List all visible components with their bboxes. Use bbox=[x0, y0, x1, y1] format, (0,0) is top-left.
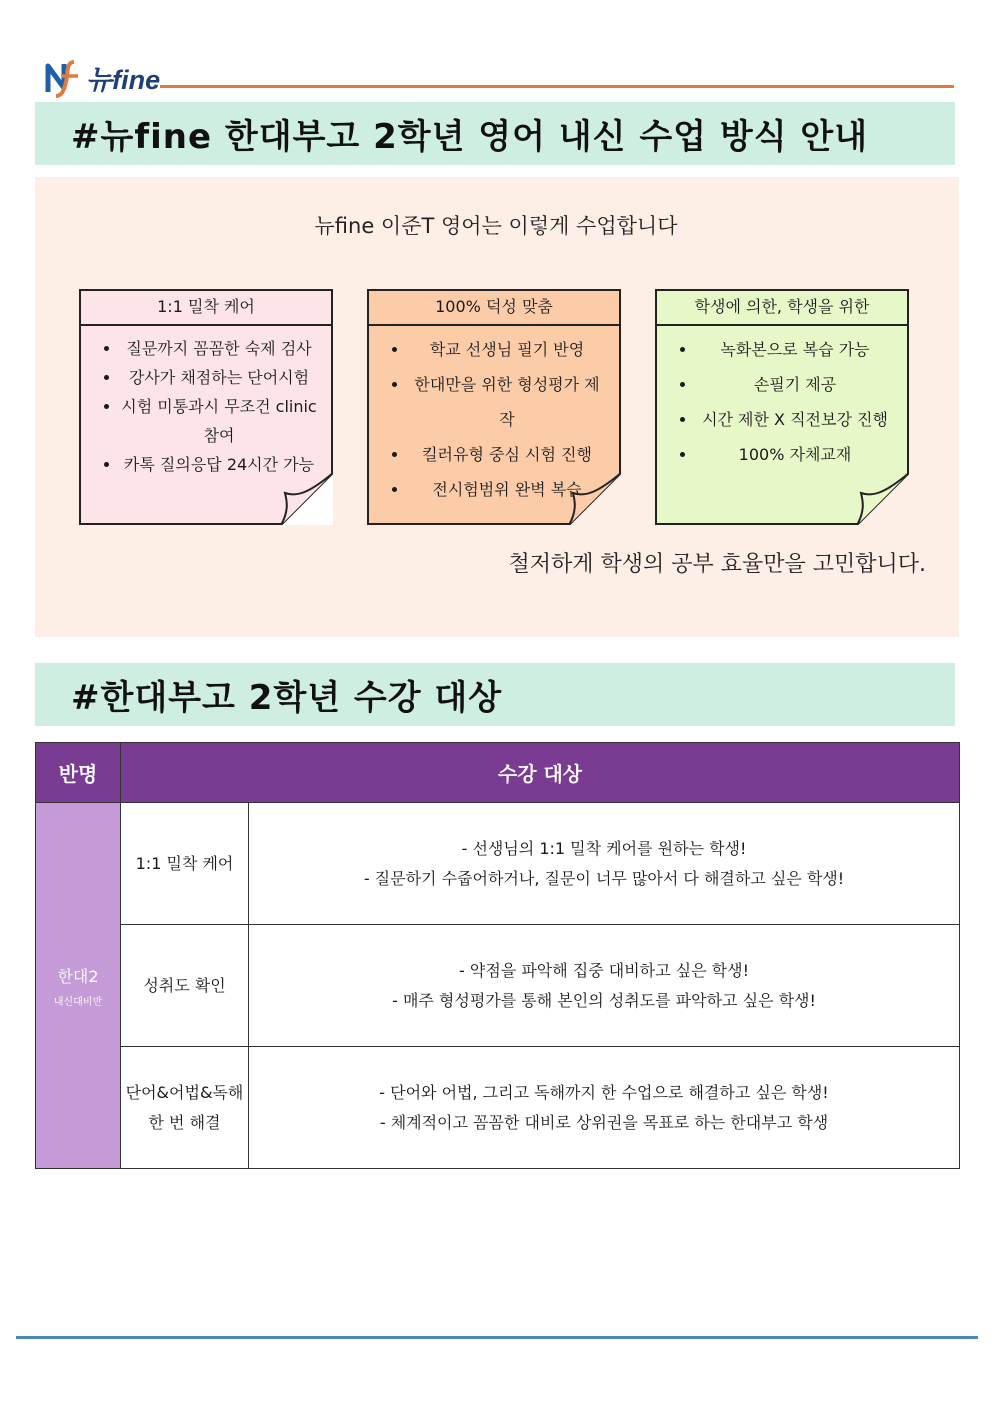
logo-mark-icon bbox=[44, 58, 84, 98]
note-student-list bbox=[657, 332, 907, 472]
row-desc bbox=[249, 1047, 960, 1169]
list-item: • 카톡 질의응답 24시간 가능 bbox=[121, 450, 317, 479]
list-item: • 손필기 제공 bbox=[697, 367, 893, 402]
list-item: • 시간 제한 X 직전보강 진행 bbox=[697, 402, 893, 437]
header-class: 반명 bbox=[36, 743, 121, 803]
note-student bbox=[655, 289, 909, 525]
table-row bbox=[36, 803, 960, 925]
note-student-heading: 학생에 의한, 학생을 위한 bbox=[657, 291, 907, 326]
list-item: • 한대만을 위한 형성평가 제작 bbox=[409, 367, 605, 437]
row-item-line: 한 번 해결 bbox=[148, 1112, 221, 1132]
table-row bbox=[36, 1047, 960, 1169]
list-item: • 전시험범위 완벽 복습 bbox=[409, 472, 605, 507]
row-desc bbox=[249, 925, 960, 1047]
page-fold-icon bbox=[567, 471, 621, 525]
header-divider bbox=[160, 85, 954, 88]
row-desc bbox=[249, 803, 960, 925]
section-banner-target bbox=[35, 663, 955, 726]
section-title-method: #뉴fine 한대부고 2학년 영어 내신 수업 방식 안내 bbox=[71, 117, 869, 157]
note-care-heading: 1:1 밀착 케어 bbox=[81, 291, 331, 326]
desc-line: - 단어와 어법, 그리고 독해까지 한 수업으로 해결하고 싶은 학생! bbox=[379, 1082, 829, 1102]
desc-line: - 체계적이고 꼼꼼한 대비로 상위권을 목표로 하는 한대부고 학생 bbox=[379, 1112, 829, 1132]
page-fold-icon bbox=[279, 471, 333, 525]
note-care bbox=[79, 289, 333, 525]
row-item: 성취도 확인 bbox=[121, 925, 249, 1047]
list-item: • 강사가 채점하는 단어시험 bbox=[121, 363, 317, 392]
footer-divider bbox=[16, 1336, 978, 1339]
row-item-line: 단어&어법&독해 bbox=[125, 1082, 244, 1102]
table-header-row bbox=[36, 743, 960, 803]
header-target: 수강 대상 bbox=[121, 743, 960, 803]
row-item bbox=[121, 1047, 249, 1169]
list-item: • 시험 미통과시 무조건 clinic 참여 bbox=[121, 392, 317, 450]
class-name: 한대2 bbox=[57, 966, 99, 986]
list-item: • 질문까지 꼼꼼한 숙제 검사 bbox=[121, 334, 317, 363]
note-custom bbox=[367, 289, 621, 525]
note-custom-heading: 100% 덕성 맞춤 bbox=[369, 291, 619, 326]
table-row bbox=[36, 925, 960, 1047]
brand-logo bbox=[44, 56, 160, 98]
section-banner-method bbox=[35, 102, 955, 165]
list-item: • 100% 자체교재 bbox=[697, 437, 893, 472]
list-item: • 킬러유형 중심 시험 진행 bbox=[409, 437, 605, 472]
row-item: 1:1 밀착 케어 bbox=[121, 803, 249, 925]
panel-footer: 철저하게 학생의 공부 효율만을 고민합니다. bbox=[508, 552, 926, 577]
target-table bbox=[35, 742, 960, 1169]
panel-title: 뉴fine 이준T 영어는 이렇게 수업합니다 bbox=[314, 214, 678, 238]
list-item: • 학교 선생님 필기 반영 bbox=[409, 332, 605, 367]
desc-line: - 선생님의 1:1 밀착 케어를 원하는 학생! bbox=[461, 838, 747, 858]
logo-text: 뉴fine bbox=[86, 65, 161, 95]
desc-line: - 매주 형성평가를 통해 본인의 성취도를 파악하고 싶은 학생! bbox=[392, 990, 816, 1010]
desc-line: - 약점을 파악해 집중 대비하고 싶은 학생! bbox=[459, 960, 749, 980]
section-title-target: #한대부고 2학년 수강 대상 bbox=[71, 678, 503, 718]
desc-line: - 질문하기 수줍어하거나, 질문이 너무 많아서 다 해결하고 싶은 학생! bbox=[363, 868, 845, 888]
class-sub: 내신대비반 bbox=[53, 996, 103, 1008]
note-care-list bbox=[81, 334, 331, 479]
list-item: • 녹화본으로 복습 가능 bbox=[697, 332, 893, 367]
class-cell bbox=[36, 803, 121, 1169]
page-fold-icon bbox=[855, 471, 909, 525]
